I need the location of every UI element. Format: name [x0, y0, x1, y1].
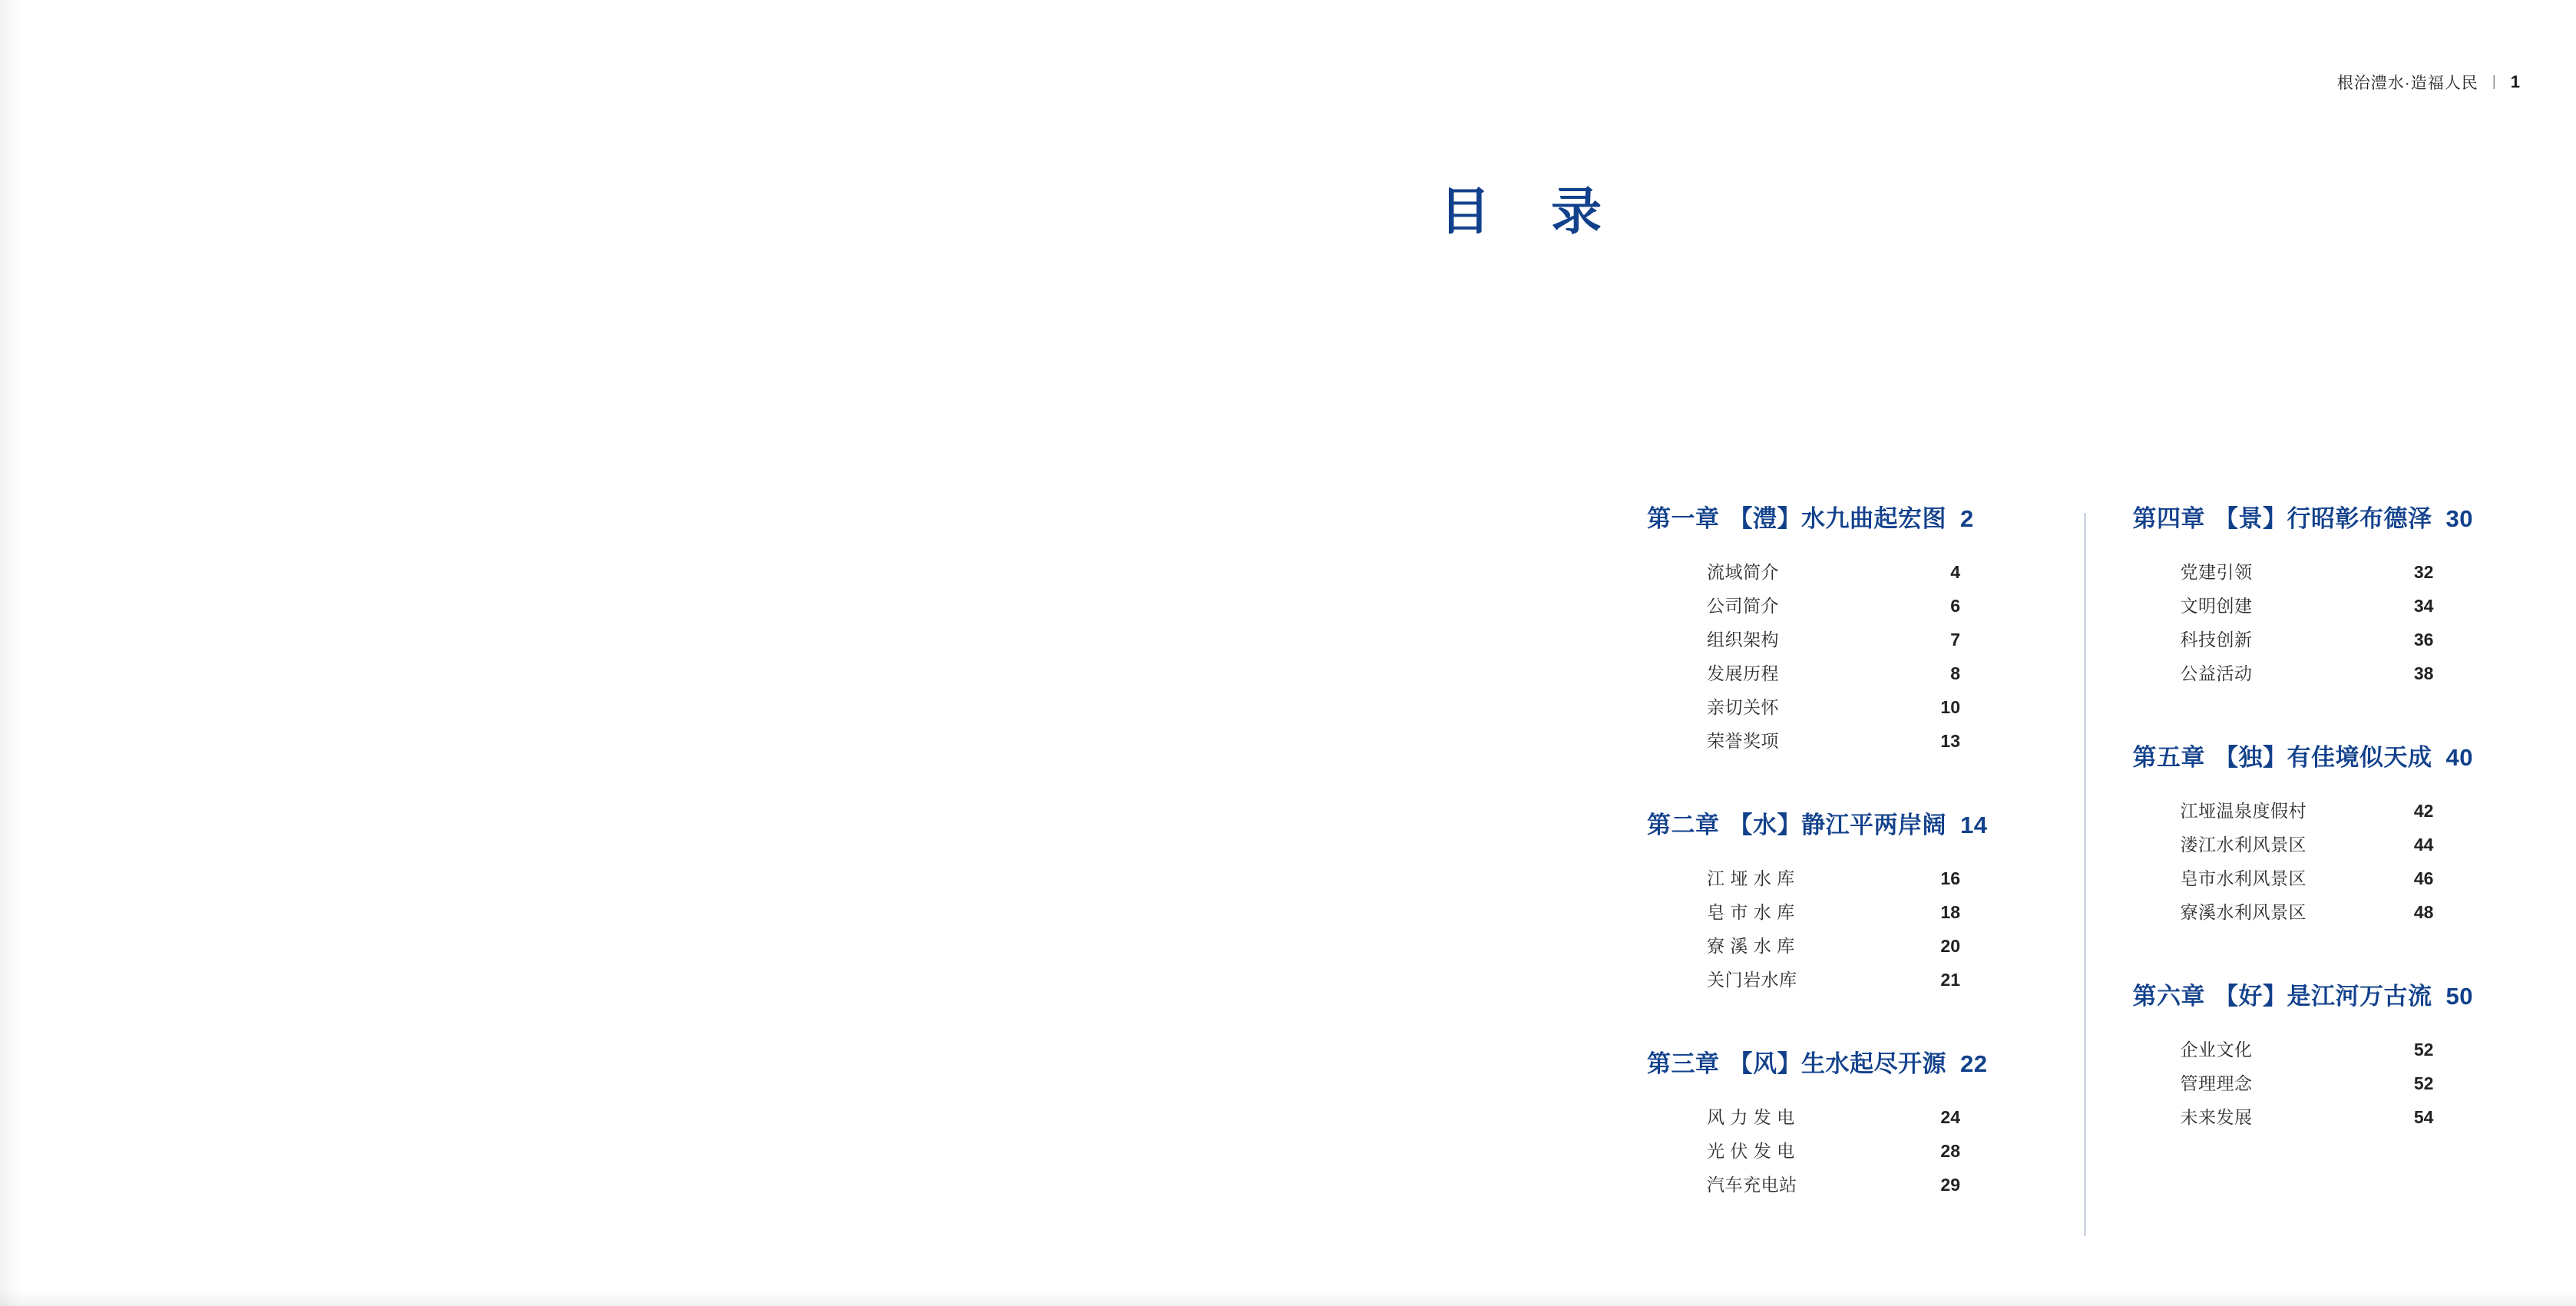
entry-label: 皂市水利风景区	[2180, 868, 2306, 888]
entry-page: 38	[2413, 663, 2434, 683]
chapter-name: 【独】有佳境似天成	[2214, 744, 2432, 771]
entry-label: 关门岩水库	[1707, 970, 1797, 990]
entry-label: 汽车充电站	[1707, 1175, 1797, 1195]
chapter-number: 第四章	[2132, 505, 2205, 532]
toc-chapter[interactable]	[1647, 805, 2037, 997]
entry-page: 52	[2413, 1040, 2434, 1060]
entry-label: 风 力 发 电	[1707, 1107, 1795, 1127]
entry-page: 13	[1940, 731, 1960, 751]
chapter-page: 14	[1960, 812, 1988, 838]
toc-column-right	[2132, 499, 2522, 1134]
list-item[interactable]	[1707, 656, 1960, 690]
page-bottom-shadow	[0, 1289, 2576, 1306]
chapter-name: 【水】静江平两岸阔	[1728, 812, 1946, 838]
toc-chapter-head[interactable]	[2132, 738, 2522, 772]
chapter-page: 50	[2445, 983, 2473, 1010]
list-item[interactable]	[2180, 794, 2433, 828]
entry-label: 荣誉奖项	[1707, 731, 1779, 751]
entry-page: 29	[1940, 1175, 1960, 1195]
list-item[interactable]	[1707, 929, 1960, 963]
entry-label: 未来发展	[2180, 1107, 2253, 1127]
list-item[interactable]	[1707, 861, 1960, 895]
toc-entry-list	[2132, 555, 2522, 690]
entry-page: 24	[1940, 1107, 1960, 1127]
list-item[interactable]	[2180, 895, 2433, 929]
list-item[interactable]	[1707, 1100, 1960, 1134]
page-gutter-shadow	[0, 0, 20, 1306]
list-item[interactable]	[1707, 623, 1960, 656]
toc-chapter-head[interactable]	[1647, 1044, 2037, 1079]
list-item[interactable]	[2180, 555, 2433, 589]
entry-page: 52	[2413, 1073, 2434, 1093]
entry-label: 皂 市 水 库	[1707, 902, 1795, 922]
entry-label: 江 垭 水 库	[1707, 868, 1795, 888]
list-item[interactable]	[2180, 656, 2433, 690]
entry-page: 28	[1940, 1141, 1960, 1161]
entry-label: 科技创新	[2180, 630, 2253, 650]
chapter-number: 第二章	[1647, 812, 1720, 838]
toc-chapter[interactable]	[2132, 738, 2522, 929]
running-head-separator: |	[2492, 74, 2497, 90]
entry-page: 48	[2413, 902, 2434, 922]
toc-chapter-head[interactable]	[2132, 977, 2522, 1011]
entry-page: 44	[2413, 835, 2434, 855]
list-item[interactable]	[1707, 589, 1960, 623]
entry-label: 发展历程	[1707, 663, 1779, 683]
entry-page: 34	[2413, 596, 2434, 616]
toc-chapter[interactable]	[2132, 977, 2522, 1134]
list-item[interactable]	[1707, 555, 1960, 589]
chapter-name: 【风】生水起尽开源	[1728, 1050, 1946, 1077]
list-item[interactable]	[1707, 1134, 1960, 1168]
entry-label: 企业文化	[2180, 1040, 2253, 1060]
chapter-page: 40	[2445, 744, 2473, 771]
chapter-page: 22	[1960, 1050, 1988, 1077]
entry-page: 4	[1950, 562, 1960, 582]
list-item[interactable]	[2180, 1100, 2433, 1134]
entry-page: 46	[2413, 868, 2434, 888]
toc-column-left	[1647, 499, 2037, 1202]
toc-entry-list	[2132, 794, 2522, 929]
chapter-page: 2	[1960, 505, 1974, 532]
toc-chapter-head[interactable]	[1647, 499, 2037, 534]
entry-page: 6	[1950, 596, 1960, 616]
entry-page: 7	[1950, 630, 1960, 650]
toc-entry-list	[1647, 1100, 2037, 1202]
entry-label: 管理理念	[2180, 1073, 2253, 1093]
list-item[interactable]	[2180, 589, 2433, 623]
running-head	[2337, 71, 2521, 94]
toc-entry-list	[1647, 555, 2037, 758]
entry-label: 党建引领	[2180, 562, 2253, 582]
entry-page: 18	[1940, 902, 1960, 922]
toc-chapter[interactable]	[1647, 499, 2037, 758]
entry-page: 8	[1950, 663, 1960, 683]
entry-page: 36	[2413, 630, 2434, 650]
page-number: 1	[2510, 72, 2521, 91]
chapter-number: 第三章	[1647, 1050, 1720, 1077]
chapter-name: 【景】行昭彰布德泽	[2214, 505, 2432, 532]
entry-page: 54	[2413, 1107, 2434, 1127]
chapter-name: 【澧】水九曲起宏图	[1728, 505, 1946, 532]
chapter-name: 【好】是江河万古流	[2214, 983, 2432, 1010]
list-item[interactable]	[1707, 690, 1960, 724]
list-item[interactable]	[2180, 828, 2433, 861]
entry-page: 20	[1940, 936, 1960, 956]
entry-label: 亲切关怀	[1707, 697, 1779, 717]
list-item[interactable]	[1707, 963, 1960, 997]
entry-page: 32	[2413, 562, 2434, 582]
list-item[interactable]	[1707, 724, 1960, 758]
entry-label: 组织架构	[1707, 630, 1779, 650]
entry-page: 16	[1940, 868, 1960, 888]
table-of-contents	[1647, 499, 2522, 1236]
entry-label: 文明创建	[2180, 596, 2253, 616]
entry-label: 寮溪水利风景区	[2180, 902, 2306, 922]
entry-page: 21	[1940, 970, 1960, 990]
running-head-title: 根治澧水·造福人民	[2336, 74, 2478, 92]
entry-label: 江垭温泉度假村	[2180, 801, 2306, 821]
entry-label: 流域简介	[1707, 562, 1779, 582]
list-item[interactable]	[2180, 861, 2433, 895]
toc-entry-list	[2132, 1033, 2522, 1134]
toc-entry-list	[1647, 861, 2037, 997]
toc-chapter-head[interactable]	[1647, 805, 2037, 840]
toc-chapter-head[interactable]	[2132, 499, 2522, 534]
list-item[interactable]	[1707, 895, 1960, 929]
entry-page: 10	[1940, 697, 1960, 717]
toc-chapter[interactable]	[2132, 499, 2522, 690]
entry-page: 42	[2413, 801, 2434, 821]
entry-label: 寮 溪 水 库	[1707, 936, 1795, 956]
chapter-number: 第一章	[1647, 505, 1720, 532]
list-item[interactable]	[2180, 623, 2433, 656]
entry-label: 光 伏 发 电	[1707, 1141, 1795, 1161]
entry-label: 公司简介	[1707, 596, 1779, 616]
list-item[interactable]	[2180, 1033, 2433, 1066]
toc-chapter[interactable]	[1647, 1044, 2037, 1202]
chapter-number: 第六章	[2132, 983, 2205, 1010]
list-item[interactable]	[2180, 1066, 2433, 1100]
entry-label: 公益活动	[2180, 663, 2253, 683]
entry-label: 溇江水利风景区	[2180, 835, 2306, 855]
chapter-number: 第五章	[2132, 744, 2205, 771]
page-title: 目 录	[1440, 182, 1623, 241]
list-item[interactable]	[1707, 1168, 1960, 1202]
chapter-page: 30	[2445, 505, 2473, 532]
